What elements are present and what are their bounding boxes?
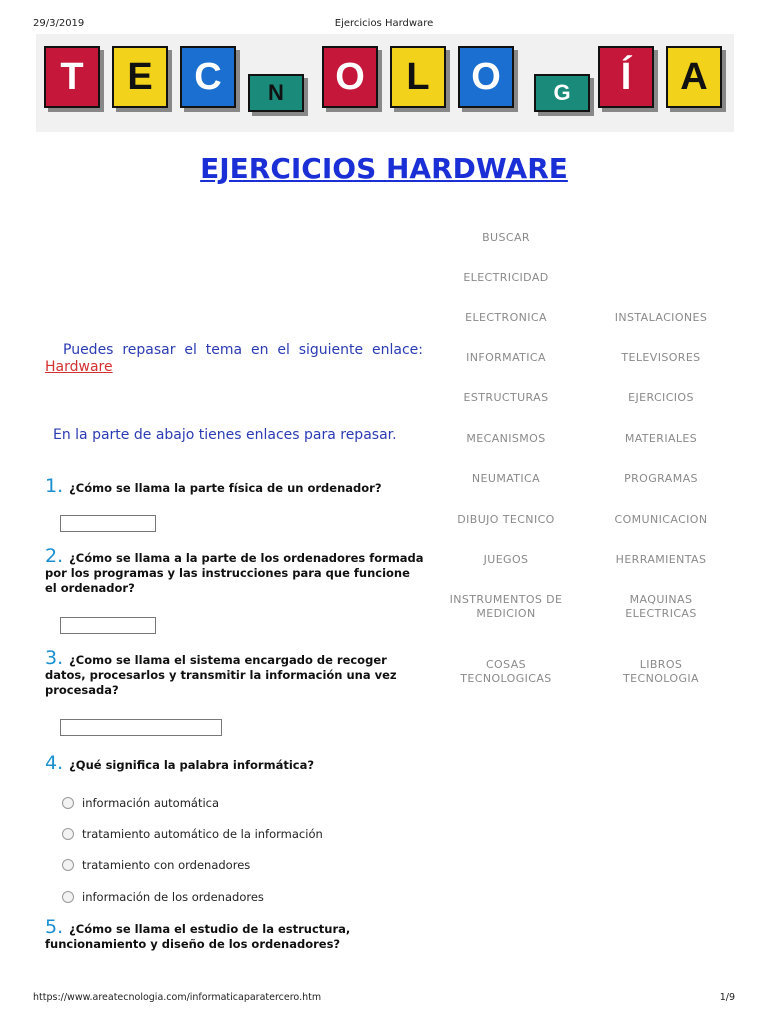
radio-icon[interactable] (62, 797, 74, 809)
banner-tile: G (534, 74, 590, 112)
question-text: ¿Cómo se llama el estudio de la estructura, funcionamiento y diseño de los ordenadores? (45, 922, 351, 951)
question-number: 3. (45, 647, 64, 669)
option-radio[interactable] (62, 827, 323, 841)
nav-link-comunicacion[interactable]: COMUNICACION (614, 513, 708, 526)
nav-link-programas[interactable]: PROGRAMAS (624, 472, 698, 485)
banner-tile: T (44, 46, 100, 108)
nav-link-juegos[interactable]: JUEGOS (483, 553, 529, 566)
question-3 (45, 647, 425, 698)
banner-tile: E (112, 46, 168, 108)
nav-link-buscar[interactable]: BUSCAR (482, 231, 530, 244)
radio-icon[interactable] (62, 891, 74, 903)
question-text: ¿Cómo se llama la parte física de un ordenador? (69, 481, 382, 495)
radio-icon[interactable] (62, 828, 74, 840)
nav-link-maquinas-electricas[interactable]: MAQUINAS ELECTRICAS (625, 593, 697, 620)
question-number: 5. (45, 916, 64, 938)
banner-tile: A (666, 46, 722, 108)
nav-link-instrumentos[interactable]: INSTRUMENTOS DE MEDICION (449, 593, 563, 620)
banner-tile: N (248, 74, 304, 112)
print-url: https://www.areatecnologia.com/informaticaparatercero.htm (33, 992, 322, 1003)
hardware-link[interactable]: Hardware (45, 359, 113, 375)
answer-1-input[interactable] (60, 515, 156, 532)
nav-link-informatica[interactable]: INFORMATICA (466, 351, 546, 364)
question-number: 4. (45, 752, 64, 774)
option-radio[interactable] (62, 796, 219, 810)
question-text: ¿Qué significa la palabra informática? (69, 758, 315, 772)
nav-link-estructuras[interactable]: ESTRUCTURAS (463, 391, 549, 404)
radio-icon[interactable] (62, 859, 74, 871)
question-text: ¿Cómo se llama a la parte de los ordenadores formada por los programas y las instrucciones para que funcione el ordenador? (45, 551, 424, 595)
option-label: tratamiento con ordenadores (82, 858, 251, 872)
nav-link-herramientas[interactable]: HERRAMIENTAS (615, 553, 707, 566)
intro-text (45, 342, 423, 376)
print-page-number: 1/9 (719, 992, 735, 1003)
nav-link-televisores[interactable]: TELEVISORES (621, 351, 701, 364)
nav-link-materiales[interactable]: MATERIALES (624, 432, 698, 445)
nav-link-instalaciones[interactable]: INSTALACIONES (614, 311, 708, 324)
banner-tile: O (322, 46, 378, 108)
nav-link-libros-tecnologia[interactable]: LIBROS TECNOLOGIA (623, 658, 699, 685)
intro-sentence: Puedes repasar el tema en el siguiente enlace: (63, 342, 423, 358)
question-5 (45, 916, 425, 952)
question-2 (45, 545, 425, 596)
question-4 (45, 752, 425, 774)
nav-link-electricidad[interactable]: ELECTRICIDAD (463, 271, 549, 284)
nav-link-dibujo-tecnico[interactable]: DIBUJO TECNICO (457, 513, 555, 526)
banner-tile: Í (598, 46, 654, 108)
option-radio[interactable] (62, 890, 264, 904)
answer-3-input[interactable] (60, 719, 222, 736)
banner-tile: L (390, 46, 446, 108)
banner-tile: C (180, 46, 236, 108)
option-label: información automática (82, 796, 220, 810)
question-1 (45, 475, 425, 497)
question-number: 2. (45, 545, 64, 567)
option-label: información de los ordenadores (82, 890, 264, 904)
intro-note: En la parte de abajo tienes enlaces para repasar. (53, 427, 397, 443)
nav-link-ejercicios[interactable]: EJERCICIOS (628, 391, 694, 404)
nav-link-neumatica[interactable]: NEUMATICA (471, 472, 541, 485)
tecnologia-banner (36, 34, 734, 132)
option-radio[interactable] (62, 858, 250, 872)
question-text: ¿Como se llama el sistema encargado de recoger datos, procesarlos y transmitir la información una vez procesada? (45, 653, 397, 697)
nav-link-electronica[interactable]: ELECTRONICA (465, 311, 547, 324)
nav-link-cosas-tecnologicas[interactable]: COSAS TECNOLOGICAS (460, 658, 552, 685)
banner-tile: O (458, 46, 514, 108)
answer-2-input[interactable] (60, 617, 156, 634)
print-title: Ejercicios Hardware (334, 18, 434, 29)
option-label: tratamiento automático de la información (82, 827, 323, 841)
question-number: 1. (45, 475, 64, 497)
print-date: 29/3/2019 (33, 18, 85, 29)
nav-link-mecanismos[interactable]: MECANISMOS (466, 432, 546, 445)
page-title[interactable]: EJERCICIOS HARDWARE (200, 152, 568, 185)
